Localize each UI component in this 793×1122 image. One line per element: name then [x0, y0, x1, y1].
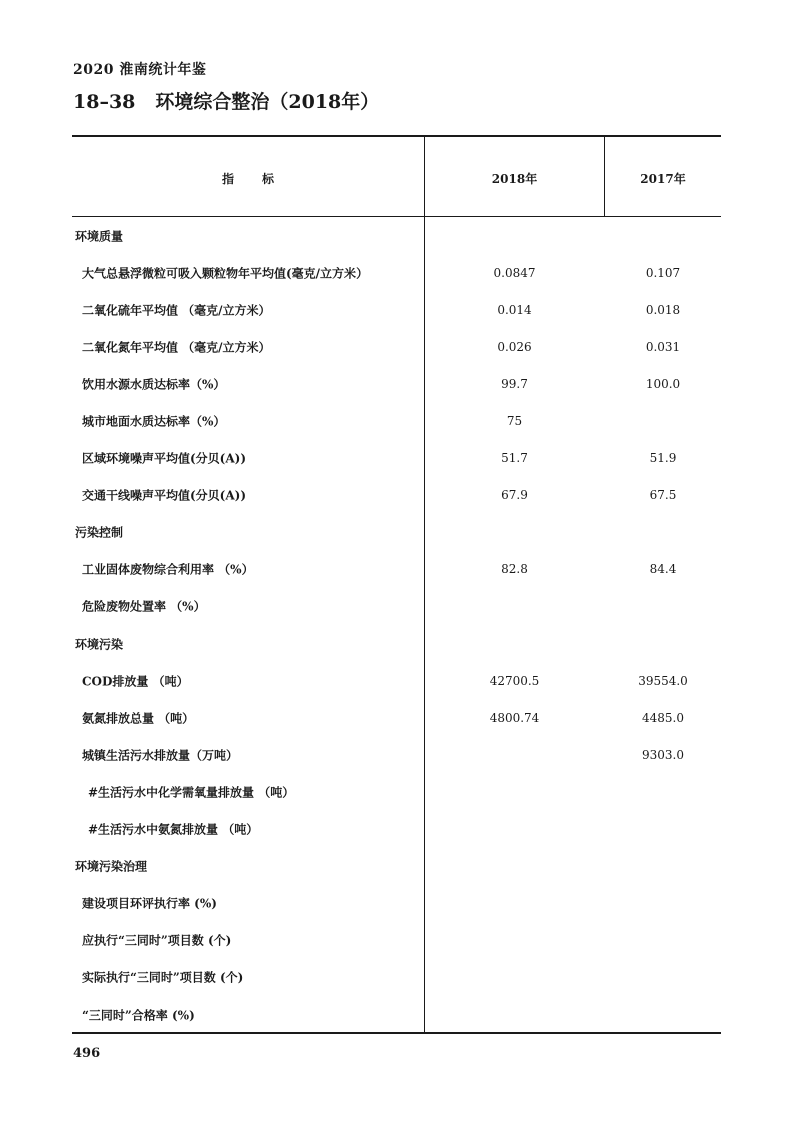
value-2018: 67.9 [501, 488, 528, 503]
table-row [0, 699, 793, 736]
table-title-text: 环境综合整治（2018年） [155, 91, 380, 113]
table-row [0, 254, 793, 291]
page-number: 496 [73, 1046, 101, 1061]
row-label: 二氧化硫年平均值 （毫克/立方米） [82, 303, 271, 318]
table-row [0, 811, 793, 848]
value-2018: 99.7 [501, 376, 528, 391]
value-2017: 51.9 [649, 451, 677, 466]
row-label: 环境污染治理 [75, 859, 148, 874]
value-2018: 0.026 [497, 339, 532, 354]
row-label: #生活污水中氨氮排放量 （吨） [88, 822, 259, 837]
row-label: 饮用水源水质达标率（%） [82, 377, 226, 392]
table-number: 18–38 [73, 91, 136, 113]
table-row [0, 885, 793, 922]
table-row [0, 625, 793, 662]
table-row [0, 551, 793, 588]
row-label: 城市地面水质达标率（%） [82, 414, 226, 429]
row-label: COD排放量 （吨） [82, 674, 189, 689]
table-row [0, 996, 793, 1033]
row-label: 交通干线噪声平均值(分贝(A)) [82, 488, 247, 503]
table-body [0, 217, 793, 1033]
table-row [0, 402, 793, 439]
value-2017: 0.018 [645, 302, 681, 317]
value-2017: 4485.0 [642, 710, 684, 725]
row-label: 环境质量 [75, 229, 124, 244]
table-row [0, 773, 793, 810]
value-2018: 51.7 [501, 451, 528, 466]
row-label: “三同时”合格率 (%) [82, 1008, 195, 1023]
row-label: 污染控制 [75, 525, 124, 540]
value-2017: 0.031 [645, 339, 681, 354]
table-row [0, 588, 793, 625]
value-2018: 4800.74 [489, 710, 540, 725]
row-label: 氨氮排放总量 （吨） [82, 711, 195, 726]
table-row [0, 736, 793, 773]
table-row [0, 440, 793, 477]
column-header-2018: 2018年 [491, 172, 538, 186]
column-header-indicator: 指标 [221, 172, 302, 186]
value-2017: 84.4 [649, 562, 677, 577]
table-top-rule [72, 135, 721, 137]
column-header-2017: 2017年 [640, 172, 686, 186]
row-label: 工业固体废物综合利用率 （%） [82, 562, 254, 577]
value-2018: 82.8 [501, 562, 528, 577]
row-label: 危险废物处置率 （%） [82, 599, 206, 614]
value-2018: 75 [506, 414, 523, 429]
value-2017: 100.0 [645, 376, 681, 391]
table-row [0, 959, 793, 996]
table-row [0, 291, 793, 328]
table-row [0, 662, 793, 699]
row-label: 城镇生活污水排放量（万吨） [82, 748, 239, 763]
table-row [0, 477, 793, 514]
table-row [0, 365, 793, 402]
value-2018: 42700.5 [489, 673, 540, 688]
row-label: 实际执行“三同时”项目数 (个) [82, 970, 244, 985]
row-label: 建设项目环评执行率 (%) [82, 896, 217, 911]
value-2018: 0.0847 [493, 265, 536, 280]
row-label: #生活污水中化学需氧量排放量 （吨） [88, 785, 295, 800]
row-label: 大气总悬浮微粒可吸入颗粒物年平均值(毫克/立方米） [82, 266, 369, 281]
book-title: 2020 淮南统计年鉴 [73, 62, 207, 78]
row-label: 应执行“三同时”项目数 (个) [82, 933, 232, 948]
row-label: 二氧化氮年平均值 （毫克/立方米） [82, 340, 271, 355]
table-row [0, 328, 793, 365]
value-2017: 67.5 [649, 488, 677, 503]
table-row [0, 217, 793, 254]
row-label: 环境污染 [75, 637, 124, 652]
table-row [0, 514, 793, 551]
value-2018: 0.014 [497, 302, 532, 317]
value-2017: 9303.0 [642, 747, 684, 762]
table-row [0, 848, 793, 885]
table-row [0, 922, 793, 959]
row-label: 区域环境噪声平均值(分贝(A)) [82, 451, 247, 466]
value-2017: 39554.0 [638, 673, 688, 688]
table-title [73, 87, 379, 114]
value-2017: 0.107 [645, 265, 681, 280]
